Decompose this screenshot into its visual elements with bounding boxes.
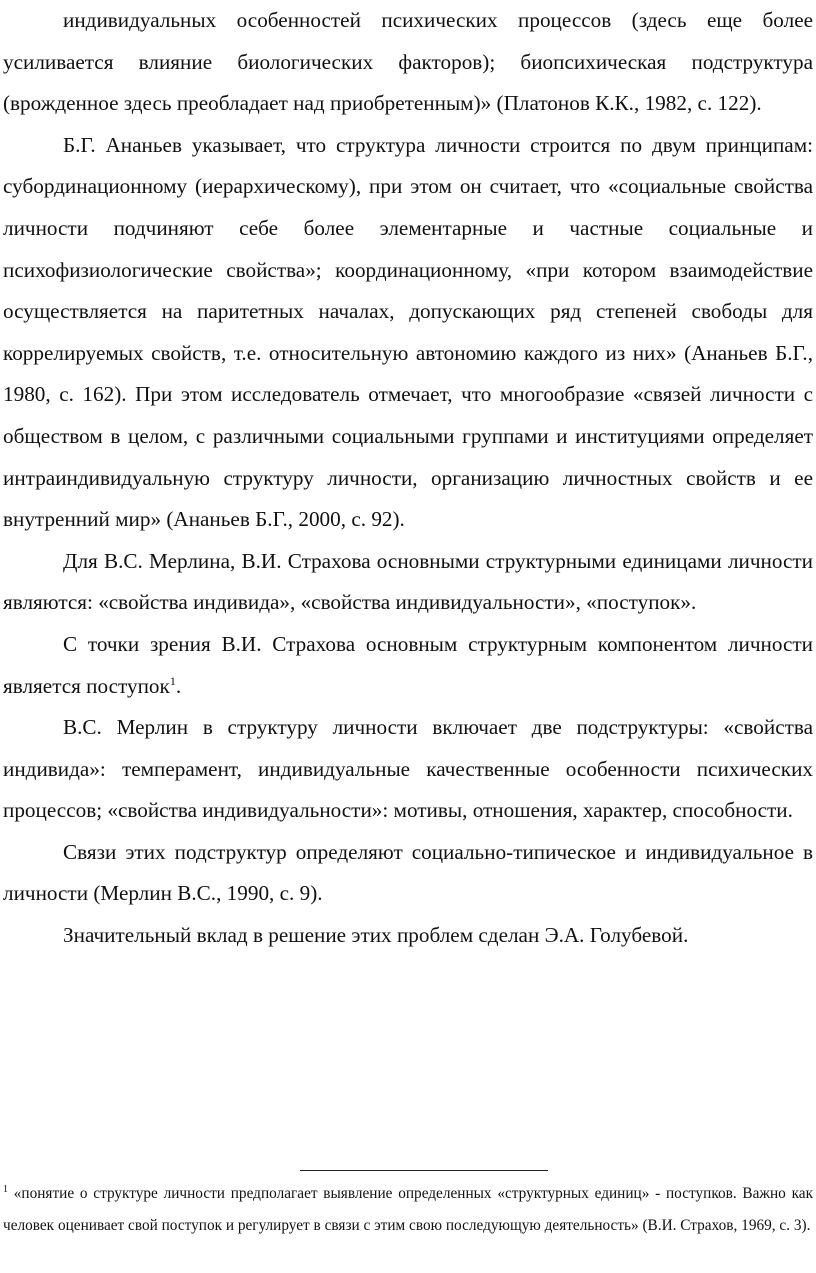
paragraph-ananyev: Б.Г. Ананьев указывает, что структура личности строится по двум принципам: субординационному (иерархическому), при этом он считает, что «социальные свойства личности подчиняют себе более элементарные и частные социальные и психофизиологические свойства»; координационному, «при котором взаимодействие осуществляется на паритетных началах, допускающих ряд степеней свободы для коррелируемых свойств, т.е. относительную автономию каждого из них» (Ананьев Б.Г., 1980, с. 162). При этом исследователь отмечает, что многообразие «связей личности с обществом в целом, с различными социальными группами и институциями определяет интраиндивидуальную структуру личности, организацию личностных свойств и ее внутренний мир» (Ананьев Б.Г., 2000, с. 92). — [3, 132, 813, 532]
paragraph-strakhov-act-tail: . — [175, 673, 182, 698]
paragraph-strakhov-act — [3, 624, 813, 707]
paragraph-golubeva: Значительный вклад в решение этих проблем сделан Э.А. Голубевой. — [63, 923, 689, 948]
body-text — [3, 0, 813, 957]
paragraph-connections: Связи этих подструктур определяют социально-типическое и индивидуальное в личности (Мерлин В.С., 1990, с. 9). — [3, 839, 813, 906]
paragraph-merlin-strakhov: Для В.С. Мерлина, В.И. Страхова основными структурными единицами личности являются: «свойства индивида», «свойства индивидуальности», «поступок». — [3, 548, 813, 615]
footnote — [3, 1178, 813, 1241]
footnote-divider — [300, 1170, 548, 1171]
paragraph-merlin-substructures: В.С. Мерлин в структуру личности включает две подструктуры: «свойства индивида»: темперамент, индивидуальные качественные особенности психических процессов; «свойства индивидуальности»: мотивы, отношения, характер, способности. — [3, 715, 813, 823]
footnote-number: 1 — [3, 1184, 8, 1195]
footnote-text: «понятие о структуре личности предполагает выявление определенных «структурных единиц» - поступков. Важно как человек оценивает свой поступок и регулирует в связи с этим свою последующую деятельность» (В.И. Страхов, 1969, с. 3). — [3, 1185, 813, 1234]
paragraph-strakhov-act-text: С точки зрения В.И. Страхова основным структурным компонентом личности является поступок — [3, 631, 813, 698]
paragraph-1-continued: индивидуальных особенностей психических процессов (здесь еще более усиливается влияние биологических факторов); биопсихическая подструктура (врожденное здесь преобладает над приобретенным)» (Платонов К.К., 1982, с. 122). — [3, 8, 813, 116]
footnote-reference[interactable]: 1 — [169, 673, 176, 688]
